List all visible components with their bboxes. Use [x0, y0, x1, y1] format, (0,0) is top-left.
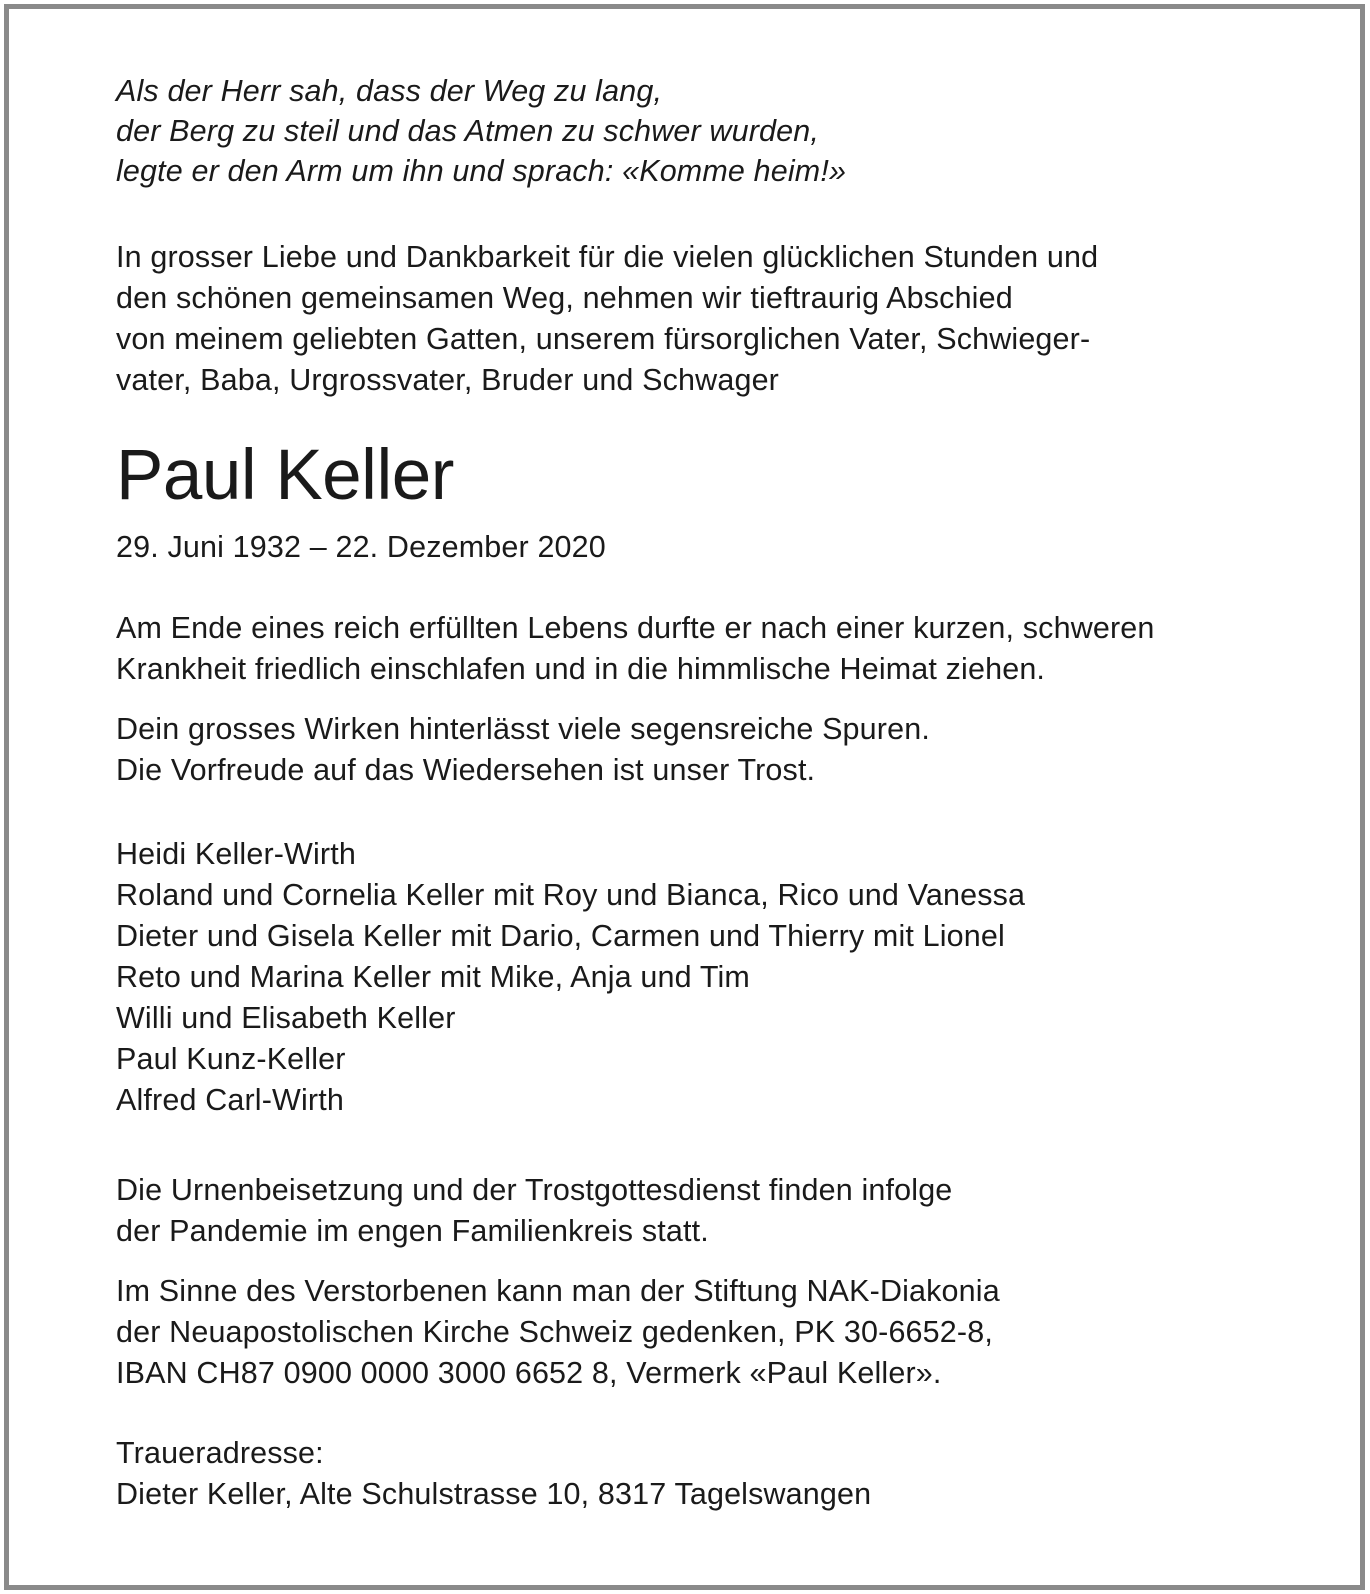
- mourner: Alfred Carl-Wirth: [116, 1083, 344, 1117]
- intro-line: den schönen gemeinsamen Weg, nehmen wir tieftraurig Abschied: [116, 281, 1013, 315]
- poem-line: Als der Herr sah, dass der Weg zu lang,: [116, 74, 663, 108]
- intro-line: von meinem geliebten Gatten, unserem fürsorglichen Vater, Schwieger-: [116, 322, 1091, 356]
- mourner: Reto und Marina Keller mit Mike, Anja und Tim: [116, 960, 750, 994]
- passing-line: Krankheit friedlich einschlafen und in die himmlische Heimat ziehen.: [116, 652, 1046, 686]
- legacy-line: Die Vorfreude auf das Wiedersehen ist unser Trost.: [116, 753, 816, 787]
- mourner: Heidi Keller-Wirth: [116, 837, 356, 871]
- donation-line: der Neuapostolischen Kirche Schweiz gedenken, PK 30-6652-8,: [116, 1315, 993, 1349]
- legacy-line: Dein grosses Wirken hinterlässt viele segensreiche Spuren.: [116, 712, 930, 746]
- life-dates: 29. Juni 1932 – 22. Dezember 2020: [116, 530, 606, 564]
- mourner: Willi und Elisabeth Keller: [116, 1001, 456, 1035]
- donation-line: Im Sinne des Verstorbenen kann man der Stiftung NAK-Diakonia: [116, 1274, 1000, 1308]
- mourner: Paul Kunz-Keller: [116, 1042, 346, 1076]
- service-line: der Pandemie im engen Familienkreis statt.: [116, 1214, 709, 1248]
- intro-line: vater, Baba, Urgrossvater, Bruder und Schwager: [116, 363, 779, 397]
- address-value: Dieter Keller, Alte Schulstrasse 10, 8317 Tagelswangen: [116, 1477, 872, 1511]
- mourner: Dieter und Gisela Keller mit Dario, Carmen und Thierry mit Lionel: [116, 919, 1005, 953]
- deceased-name: Paul Keller: [116, 436, 454, 515]
- address-label: Traueradresse:: [116, 1436, 324, 1470]
- service-line: Die Urnenbeisetzung und der Trostgottesdienst finden infolge: [116, 1173, 953, 1207]
- passing-line: Am Ende eines reich erfüllten Lebens durfte er nach einer kurzen, schweren: [116, 611, 1155, 645]
- poem-line: der Berg zu steil und das Atmen zu schwer wurden,: [116, 114, 819, 148]
- poem-line: legte er den Arm um ihn und sprach: «Komme heim!»: [116, 154, 847, 188]
- intro-line: In grosser Liebe und Dankbarkeit für die vielen glücklichen Stunden und: [116, 240, 1099, 274]
- donation-line: IBAN CH87 0900 0000 3000 6652 8, Vermerk «Paul Keller».: [116, 1356, 942, 1390]
- obituary-notice: [4, 4, 1365, 1590]
- mourner: Roland und Cornelia Keller mit Roy und Bianca, Rico und Vanessa: [116, 878, 1026, 912]
